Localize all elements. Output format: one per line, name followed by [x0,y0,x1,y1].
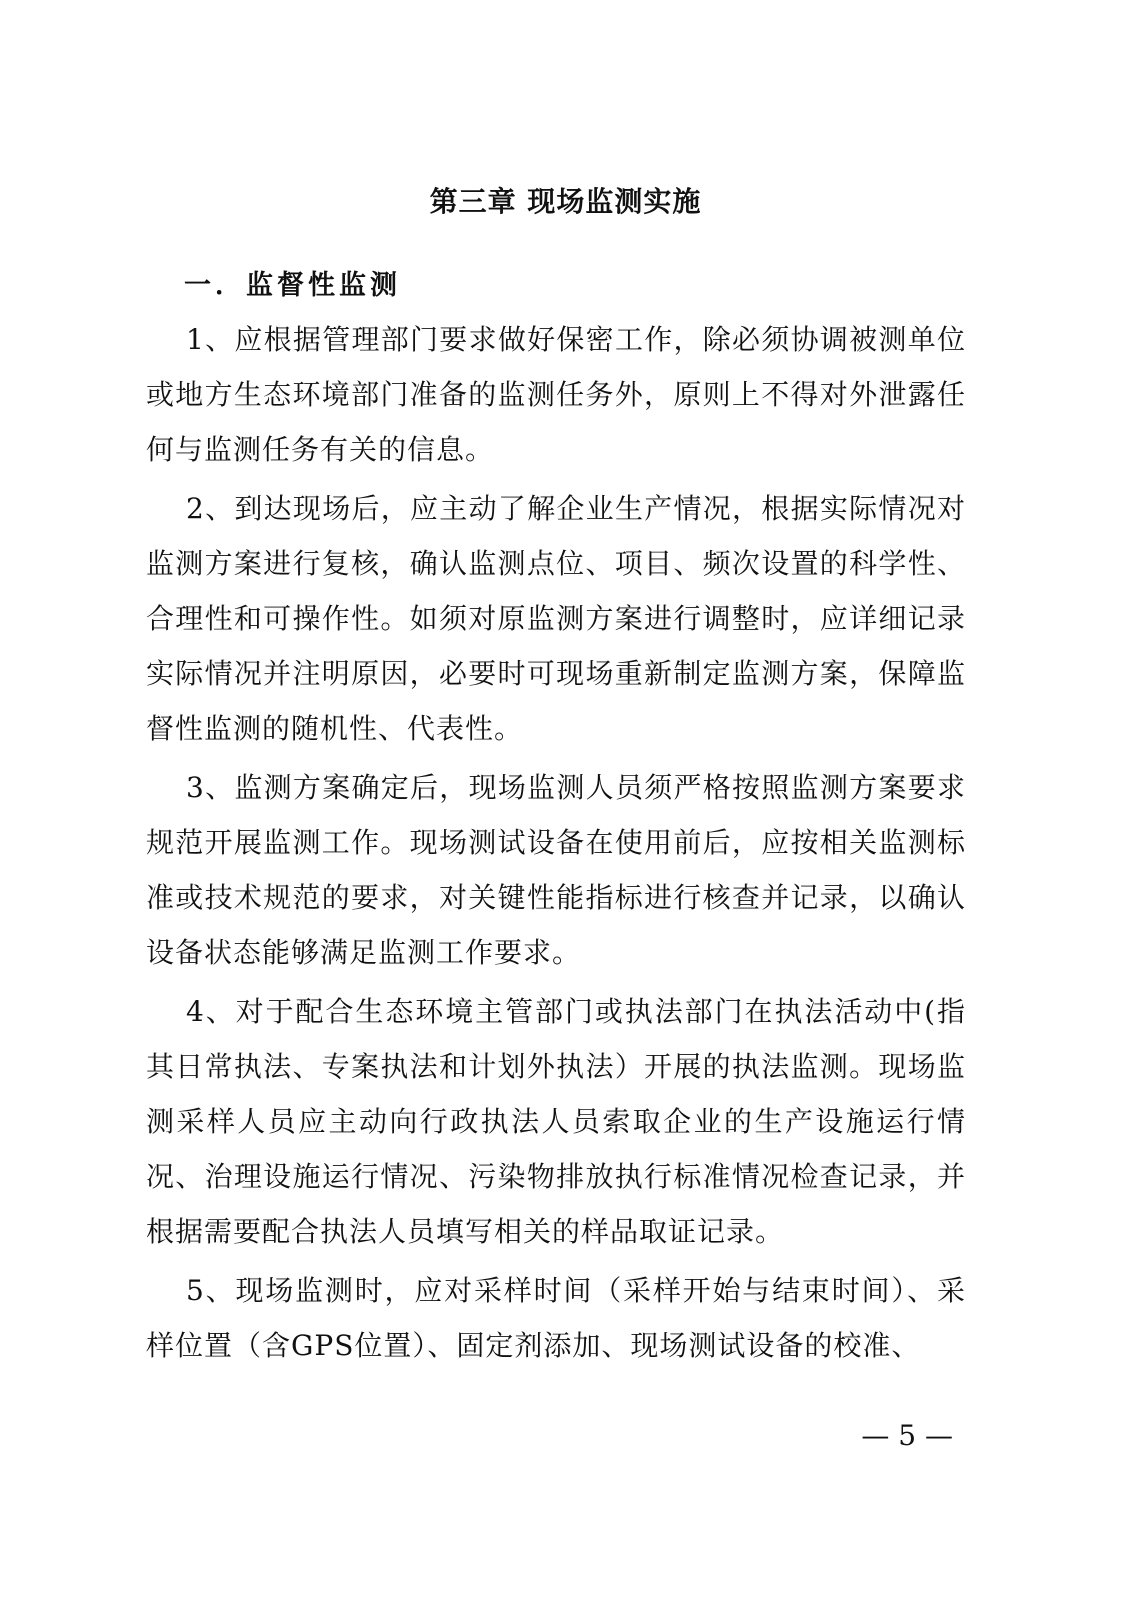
chapter-title: 第三章 现场监测实施 [429,185,702,218]
section-heading: 一．监督性监测 [184,270,401,301]
paragraph-3: 3、监测方案确定后，现场监测人员须严格按照监测方案要求规范开展监测工作。现场测试设备在使用前后，应按相关监测标准或技术规范的要求，对关键性能指标进行核查并记录，以确认设备状态能够满足监测工作要求。 [146,771,966,969]
paragraph-1: 1、应根据管理部门要求做好保密工作，除必须协调被测单位或地方生态环境部门准备的监测任务外，原则上不得对外泄露任何与监测任务有关的信息。 [146,323,966,466]
paragraph-2: 2、到达现场后，应主动了解企业生产情况，根据实际情况对监测方案进行复核，确认监测点位、项目、频次设置的科学性、合理性和可操作性。如须对原监测方案进行调整时，应详细记录实际情况并注明原因，必要时可现场重新制定监测方案，保障监督性监测的随机性、代表性。 [146,492,966,745]
page-number: — 5 — [861,1419,953,1452]
body-text [146,312,966,1373]
paragraph-5: 5、现场监测时，应对采样时间（采样开始与结束时间）、采样位置（含GPS位置）、固定剂添加、现场测试设备的校准、 [146,1274,966,1362]
paragraph-4: 4、对于配合生态环境主管部门或执法部门在执法活动中(指其日常执法、专案执法和计划外执法）开展的执法监测。现场监测采样人员应主动向行政执法人员索取企业的生产设施运行情况、治理设施运行情况、污染物排放执行标准情况检查记录，并根据需要配合执法人员填写相关的样品取证记录。 [146,995,966,1248]
